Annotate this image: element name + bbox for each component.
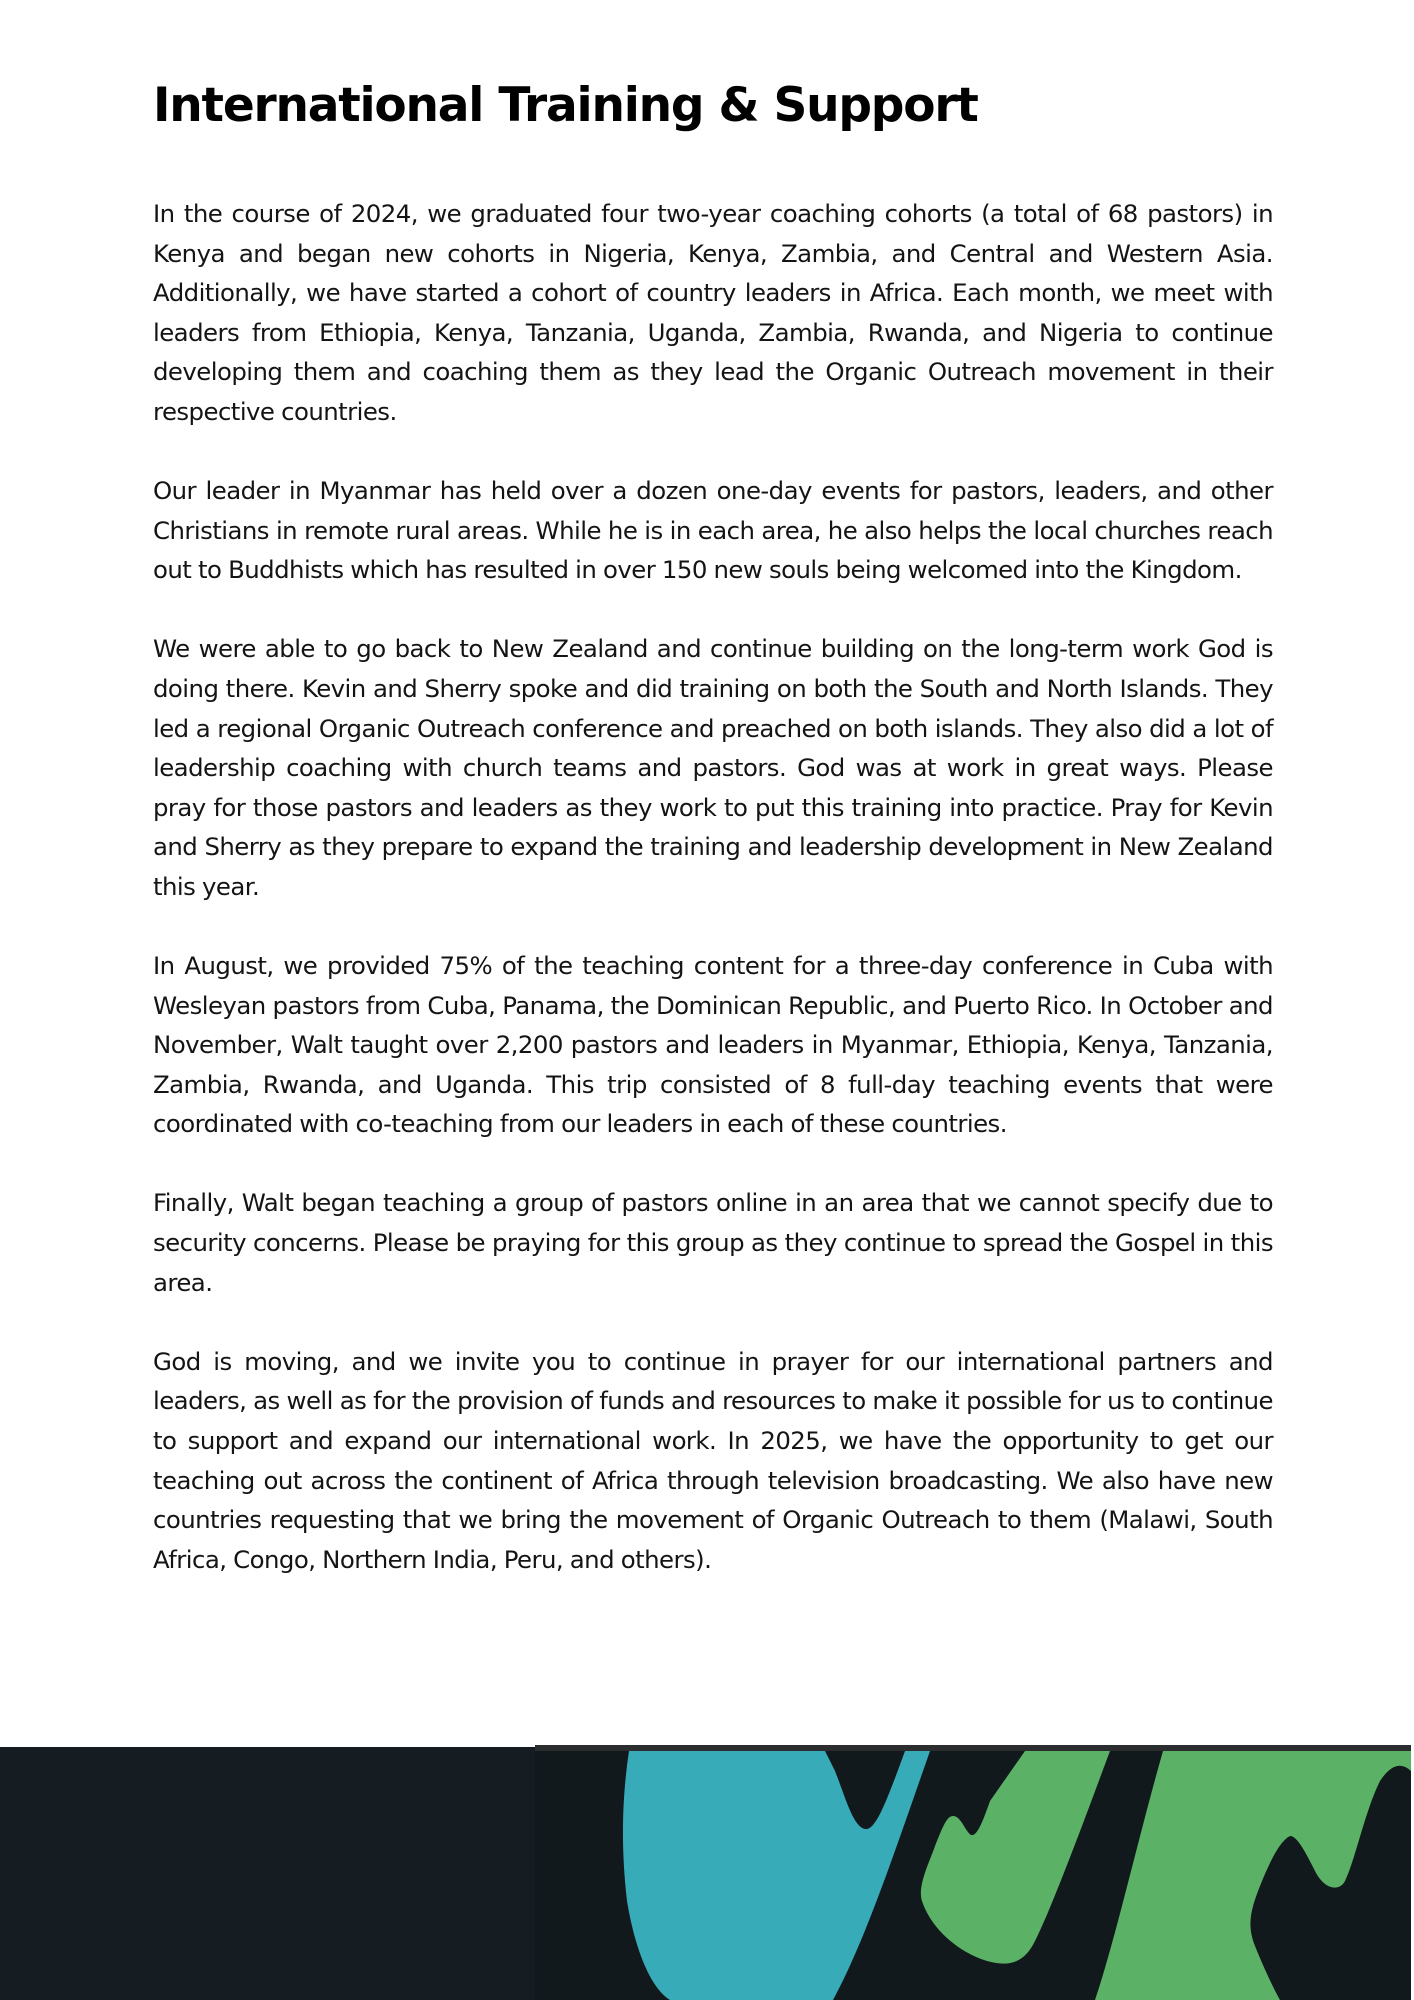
paragraph-cohorts: In the course of 2024, we graduated four two-year coaching cohorts (a total of 68 pastors) in Kenya and began new cohorts in Nigeria, Kenya, Zambia, and Central and Western Asia. Additionally, we have started a cohort of country leaders in Africa. Each month, we meet with leaders from Ethiopia, Kenya, Tanzania, Uganda, Zambia, Rwanda, and Nigeria to continue developing them and coaching them as they lead the Organic Outreach movement in their respective countries. [153, 199, 1273, 426]
logo-teal-shape [623, 1751, 930, 2000]
article-body [153, 194, 1273, 1619]
paragraph-cuba-africa-trip: In August, we provided 75% of the teaching content for a three-day conference in Cuba with Wesleyan pastors from Cuba, Panama, the Dominican Republic, and Puerto Rico. In October and November, Walt taught over 2,200 pastors and leaders in Myanmar, Ethiopia, Kenya, Tanzania, Zambia, Rwanda, and Uganda. This trip consisted of 8 full-day teaching events that were coordinated with co-teaching from our leaders in each of these countries. [153, 951, 1273, 1139]
paragraph-online-teaching: Finally, Walt began teaching a group of pastors online in an area that we cannot specify due to security concerns. Please be praying for this group as they continue to spread the Gospel in this area. [153, 1188, 1273, 1297]
paragraph-myanmar: Our leader in Myanmar has held over a dozen one-day events for pastors, leaders, and other Christians in remote rural areas. While he is in each area, he also helps the local churches reach out to Buddhists which has resulted in over 150 new souls being welcomed into the Kingdom. [153, 476, 1273, 585]
page-title: International Training & Support [153, 78, 978, 133]
paragraph-new-zealand: We were able to go back to New Zealand and continue building on the long-term work God is doing there. Kevin and Sherry spoke and did training on both the South and North Islands. They led a regional Organic Outreach conference and preached on both islands. They also did a lot of leadership coaching with church teams and pastors. God was at work in great ways. Please pray for those pastors and leaders as they work to put this training into practice. Pray for Kevin and Sherry as they prepare to expand the training and leadership development in New Zealand this year. [153, 634, 1273, 901]
footer-logo-graphic [535, 1745, 1411, 2000]
paragraph-prayer-request: God is moving, and we invite you to continue in prayer for our international partners and leaders, as well as for the provision of funds and resources to make it possible for us to continue to support and expand our international work. In 2025, we have the opportunity to get our teaching out across the continent of Africa through television broadcasting. We also have new countries requesting that we bring the movement of Organic Outreach to them (Malawi, South Africa, Congo, Northern India, Peru, and others). [153, 1346, 1273, 1574]
organic-outreach-logo-icon [535, 1751, 1411, 2000]
logo-green-shape-1 [921, 1751, 1110, 1964]
